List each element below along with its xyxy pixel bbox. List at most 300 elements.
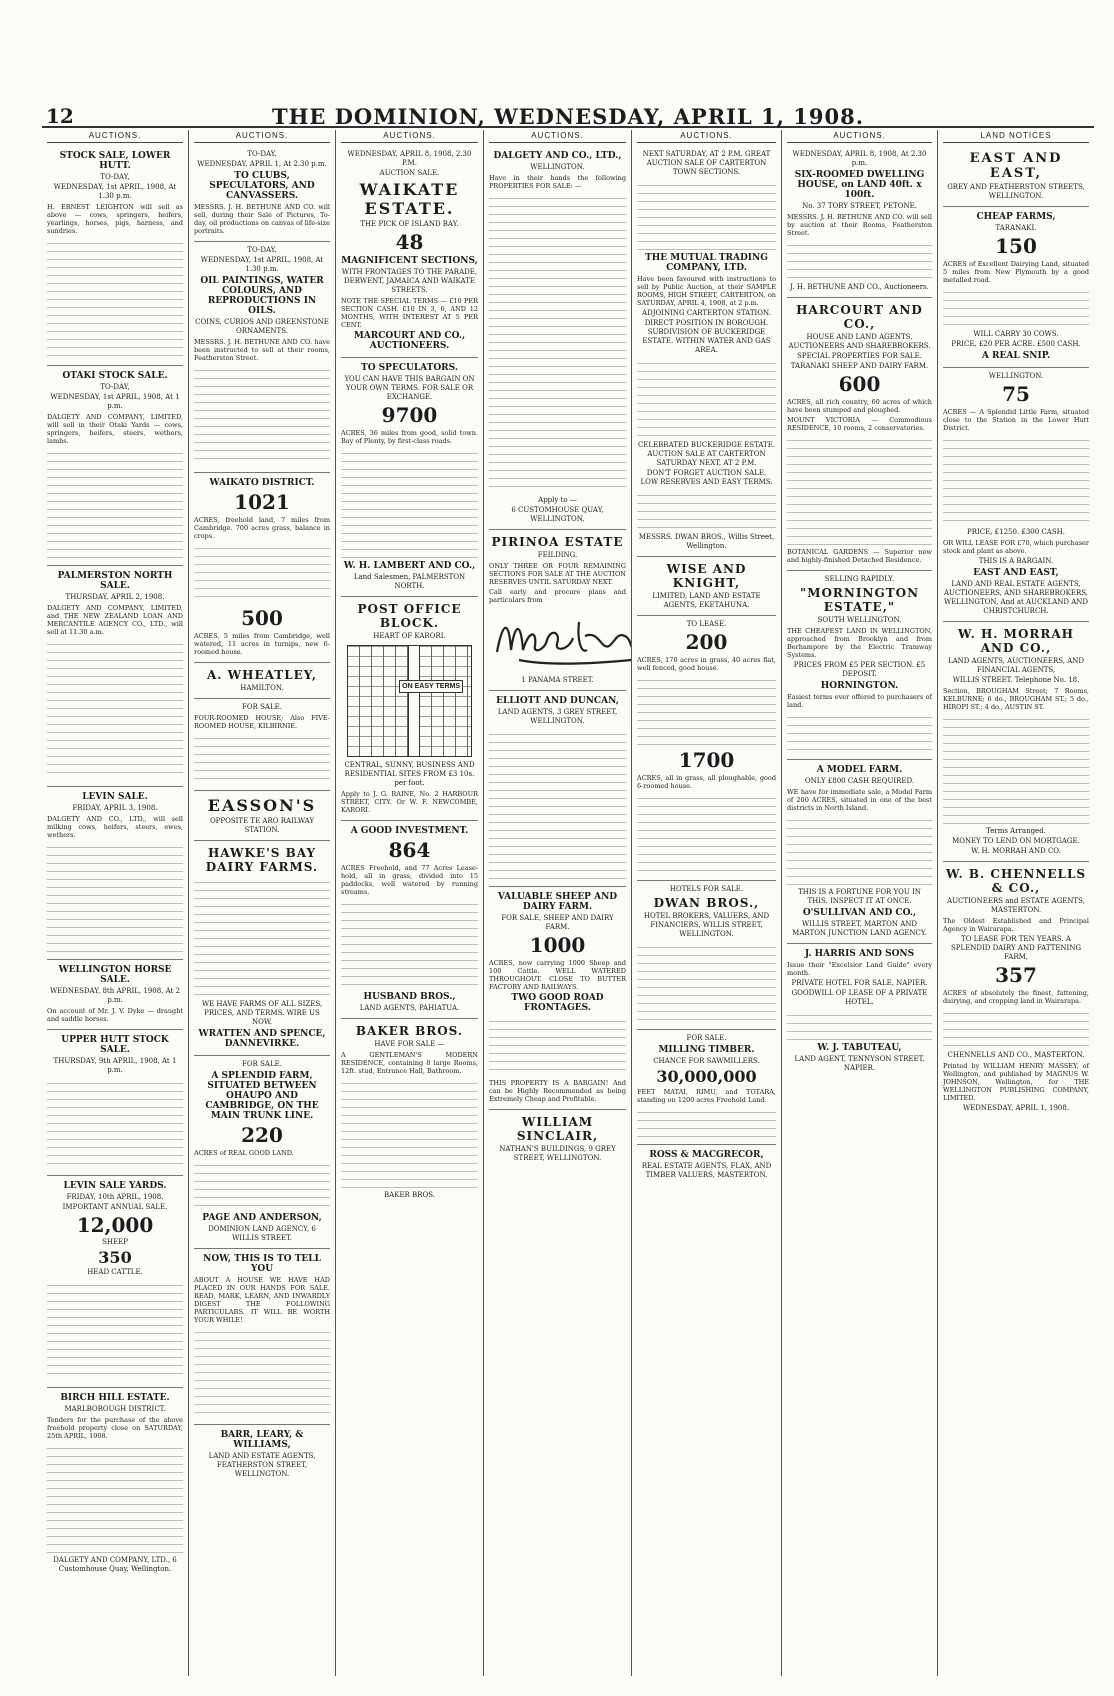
ad-title: UPPER HUTT STOCK SALE. [61, 1035, 169, 1055]
ad-listing-lines [943, 435, 1089, 525]
ad-date: WEDNESDAY, APRIL 1, At 2.30 p.m. [197, 160, 327, 168]
ad-subtitle-2: SOUTH WELLINGTON. [817, 616, 902, 624]
column-6 [782, 130, 938, 1676]
ad-levin-sale [47, 787, 183, 960]
ad-body-2: THIS PROPERTY IS A BARGAIN! And can be Highly Recommended as being Extremely Cheap and Profitable. [489, 1079, 626, 1103]
column-3 [336, 130, 484, 1676]
ad-subtitle: LAND AND ESTATE AGENTS, FEATHERSTON STREET, WELLINGTON. [208, 1452, 316, 1478]
ad-figure: 357 [995, 963, 1037, 987]
ad-body-2: DIRECT POSITION IN BOROUGH. SUBDIVISION OF BUCKERIDGE ESTATE. WITHIN WATER AND GAS AREA. [642, 319, 771, 354]
column-heading: AUCTIONS. [489, 130, 626, 143]
masthead [42, 104, 1094, 128]
ad-title: WISE AND KNIGHT, [666, 562, 747, 590]
ad-waikate-estate [341, 146, 478, 358]
ad-body-3: THIS IS A BARGAIN. [978, 557, 1054, 565]
ad-body: Issue their "Excelsior Land Guide" every month. [787, 961, 932, 977]
column-heading: AUCTIONS. [341, 130, 478, 143]
ad-footer: J. H. BETHUNE AND CO., Auctioneers. [790, 283, 929, 291]
ad-subtitle: HOTELS FOR SALE. [669, 885, 744, 893]
column-heading: AUCTIONS. [637, 130, 776, 143]
ad-post-office-block [341, 597, 478, 821]
ad-title: W. B. CHENNELLS & CO., [945, 867, 1087, 895]
ad-body: DALGETY AND COMPANY, LIMITED, will sell in their Otaki Yards — cows, springers, heifers, steers, wethers, lambs. [47, 413, 183, 445]
ad-subtitle: TO LEASE. [686, 620, 727, 628]
ad-figure: 200 [685, 630, 728, 654]
ad-title: PIRINOA ESTATE [491, 535, 624, 549]
ad-listing-lines [787, 435, 932, 545]
ad-subtitle-2: COINS, CURIOS AND GREENSTONE ORNAMENTS. [195, 318, 329, 335]
ad-subtitle-2: HOTEL BROKERS, VALUERS, AND FINANCIERS, WILLIS STREET, WELLINGTON. [643, 912, 770, 938]
ad-subtitle-2: SPECIAL PROPERTIES FOR SALE. [797, 352, 922, 360]
ad-subtitle-3: MAGNIFICENT SECTIONS, [341, 256, 478, 266]
ad-milling-timber [637, 1030, 776, 1145]
ad-listing-lines-3 [637, 490, 776, 530]
ad-body: MESSRS. J. H. BETHUNE AND CO. will sell by auction at their Rooms, Featherston Street. [787, 213, 932, 237]
ad-body-2: THIS IS A FORTUNE FOR YOU IN THIS. INSPECT IT AT ONCE. [798, 888, 921, 905]
ad-subtitle: WELLINGTON. [988, 372, 1044, 380]
ad-title: PALMERSTON NORTH SALE. [57, 571, 173, 591]
ad-title: NOW, THIS IS TO TELL YOU [203, 1254, 321, 1274]
ad-body-2: MOUNT VICTORIA — Commodious RESIDENCE, 10 rooms, 2 conservatories. [787, 416, 932, 432]
ad-listing: Section, BROUGHAM Street; 7 Rooms, KELBURNE; 6 do., BROUGHAM ST.; 5 do., HIROPI ST.; 4 do., AUSTIN ST. [943, 687, 1089, 711]
ad-subtitle: PRIVATE HOTEL FOR SALE, NAPIER. [791, 979, 928, 987]
ad-subtitle: HAVE FOR SALE — [374, 1040, 445, 1048]
ad-chennells [943, 862, 1089, 1118]
ad-title: WAIKATE ESTATE. [359, 180, 460, 218]
ad-harcourt [787, 298, 932, 571]
ad-subtitle: SELLING RAPIDLY. [824, 575, 895, 583]
ad-title: EASSON'S [207, 796, 317, 815]
paper-title: THE DOMINION, WEDNESDAY, APRIL 1, 1908. [271, 104, 865, 129]
ad-subtitle-2: WILL CARRY 30 COWS. [973, 330, 1059, 338]
ad-title-2: HORNINGTON. [820, 681, 899, 691]
ad-title: OTAKI STOCK SALE. [62, 371, 168, 381]
ad-listing-lines [194, 877, 330, 997]
ad-hawkes-bay-dairy-farms [194, 841, 330, 1056]
ad-figure: 1000 [529, 933, 586, 957]
ad-subtitle: LAND AGENTS, AUCTIONEERS, AND FINANCIAL AGENTS, [947, 657, 1085, 674]
ad-wellington-horse-sale [47, 960, 183, 1030]
ad-footer: 6 CUSTOMHOUSE QUAY, WELLINGTON. [511, 506, 604, 523]
ad-subtitle: TO-DAY, [247, 150, 277, 158]
ad-listing-lines [787, 1010, 932, 1040]
ad-morrah [943, 622, 1089, 862]
ad-eassons [194, 791, 330, 841]
ad-body-2: ACRES, 5 miles from Cambridge, well watered, 11 acres in turnips, new 6-roomed house. [194, 632, 330, 656]
ad-agent-name: PAGE AND ANDERSON, [202, 1213, 322, 1223]
signature-address: 1 PANAMA STREET. [521, 676, 594, 684]
ad-subtitle: OPPOSITE TE ARO RAILWAY STATION. [209, 817, 315, 834]
ad-listing-lines [637, 675, 776, 745]
ad-figure-2: 1700 [678, 748, 735, 772]
ad-title: POST OFFICE BLOCK. [357, 602, 462, 630]
ad-body-2: ACRES, 36 miles from good, solid town. Bay of Plenty, by first-class roads. [341, 429, 478, 445]
ad-body: WE HAVE FARMS OF ALL SIZES, PRICES, AND TERMS. WIRE US NOW. [201, 1000, 323, 1026]
ad-subtitle: FOR SALE. [242, 1060, 282, 1068]
ad-subtitle-2: TWO GOOD ROAD FRONTAGES. [511, 993, 604, 1013]
ad-title: BARR, LEARY, & WILLIAMS, [220, 1430, 304, 1450]
ad-listing-lines [489, 1016, 626, 1076]
ad-body: MONEY TO LEND ON MORTGAGE. [952, 837, 1080, 845]
ad-listing-lines [194, 733, 330, 783]
ad-price: PRICE, £1250. £300 CASH. [967, 528, 1065, 536]
signature-graphic [489, 610, 632, 670]
ad-date: FRIDAY, APRIL 3, 1908. [72, 804, 158, 812]
ad-body: ACRES — A Splendid Little Farm, situated close to the Station in the Lower Hutt District. [943, 408, 1089, 432]
ad-subtitle: IMPORTANT ANNUAL SALE. [62, 1203, 168, 1211]
ad-figure: 220 [241, 1123, 283, 1147]
ad-subtitle: FOR SALE. [686, 1034, 727, 1042]
ad-dalgety-properties [489, 146, 626, 530]
ad-body-3: BOTANICAL GARDENS — Superior new and highly-finished Detached Residence. [787, 548, 932, 564]
ad-figure: 1021 [234, 490, 290, 514]
ad-body: THE CHEAPEST LAND IN WELLINGTON, approached from Brooklyn and from Berhampore by the Electric Tramway Systems. [787, 627, 932, 659]
ad-title: A SPLENDID FARM, SITUATED BETWEEN OHAUPO AND CAMBRIDGE, ON THE MAIN TRUNK LINE. [205, 1071, 319, 1121]
ad-title: A GOOD INVESTMENT. [350, 826, 469, 836]
subdivision-map [347, 645, 472, 757]
ad-splendid-farm [194, 1056, 330, 1249]
column-heading: AUCTIONS. [194, 130, 330, 143]
ad-figure: 48 [395, 230, 424, 254]
ad-clubs-speculators [194, 146, 330, 242]
ad-date: WEDNESDAY, 1st APRIL, 1908, At 1 p.m. [50, 393, 180, 410]
ad-subtitle-3: A REAL SNIP. [981, 351, 1051, 361]
ad-william-sinclair [489, 1110, 626, 1168]
ad-title: SIX-ROOMED DWELLING HOUSE, on LAND 40ft. x 100ft. [794, 170, 925, 200]
ad-date: WEDNESDAY, 8th APRIL, 1908, At 2 p.m. [49, 987, 181, 1004]
ad-subtitle: MARLBOROUGH DISTRICT. [64, 1405, 166, 1413]
ad-subtitle: WELLINGTON. [530, 163, 585, 171]
ad-listing-lines [47, 1078, 183, 1168]
ad-figure: 9700 [381, 403, 438, 427]
ad-levin-sale-yards [47, 1176, 183, 1388]
ad-body: DALGETY AND CO., LTD., will sell milking cows, heifers, steers, ewes, wethers. [47, 815, 183, 839]
ad-body: MESSRS. J. H. BETHUNE AND CO. have been instructed to sell at their rooms, Featherston Street. [194, 338, 330, 362]
ad-title: EAST AND EAST, [969, 151, 1063, 181]
ad-figure: 12,000 [76, 1213, 154, 1237]
ad-title: HARCOURT AND CO., [796, 303, 923, 331]
ad-figure-2: 350 [98, 1248, 132, 1267]
ad-otaki-stock-sale [47, 366, 183, 566]
ad-footer: CHENNELLS AND CO., MASTERTON. [947, 1051, 1085, 1059]
ad-agent-address: Land Salesmen, PALMERSTON NORTH. [353, 573, 466, 590]
ad-good-investment [341, 821, 478, 1019]
ad-agent-address: WILLIS STREET, MARTON AND MARTON JUNCTION LAND AGENCY. [792, 920, 927, 937]
ad-title: WILLIAM SINCLAIR, [516, 1115, 599, 1143]
column-heading: AUCTIONS. [787, 130, 932, 143]
ad-body: ACRES of Excellent Dairying Land, situated 5 miles from New Plymouth by a good metalled road. [943, 260, 1089, 284]
ad-listing-lines [489, 729, 626, 879]
ad-figure-label: SHEEP [102, 1238, 128, 1246]
ad-footer: MESSRS. DWAN BROS., Willis Street, Wellington. [638, 533, 775, 550]
ad-title: ROSS & MACGRECOR, [649, 1150, 764, 1160]
ad-title: STOCK SALE, LOWER HUTT. [59, 151, 171, 171]
ad-model-farm [787, 760, 932, 944]
ad-body-2: ACRES of absolutely the finest, fattening, dairying, and cropping land in Wairarapa. [943, 989, 1089, 1005]
ad-listing-lines [47, 448, 183, 558]
ad-listing-lines-2 [637, 793, 776, 873]
ad-subtitle: HOUSE AND LAND AGENTS, AUCTIONEERS AND SHAREBROKERS. [788, 333, 931, 350]
ad-baker-bros [341, 1019, 478, 1205]
ad-subtitle: FOR SALE, SHEEP AND DAIRY FARM. [501, 914, 614, 931]
ad-apply: Apply to — [538, 496, 577, 504]
ad-listing-lines [194, 1160, 330, 1210]
ad-title: TO CLUBS, SPECULATORS, AND CANVASSERS. [209, 171, 315, 201]
ad-body: H. ERNEST LEIGHTON will sell as above — cows, springers, heifers, yearlings, horses, pigs, harness, and sundries. [47, 203, 183, 235]
ad-dwan-bros-hotels [637, 881, 776, 1030]
ad-to-lease [637, 616, 776, 881]
ad-price: PRICE, £20 PER ACRE. £500 CASH. [951, 340, 1081, 348]
ad-agent-name: W. J. TABUTEAU, [817, 1043, 902, 1053]
ad-figure: 30,000,000 [656, 1067, 757, 1086]
ad-date: WEDNESDAY, 1st APRIL, 1908, At 1.30 p.m. [200, 256, 324, 273]
ad-body: ACRES, freehold land, 7 miles from Cambridge. 700 acres grass, balance in crops. [194, 516, 330, 540]
ad-subtitle: FEILDING. [537, 551, 578, 559]
ad-agent-address: DOMINION LAND AGENCY, 6 WILLIS STREET. [208, 1225, 316, 1242]
ad-body: The Oldest Established and Principal Agency in Wairarapa. [943, 917, 1089, 933]
ad-subtitle: HAMILTON. [240, 684, 284, 692]
ad-title: WELLINGTON HORSE SALE. [58, 965, 172, 985]
column-2 [189, 130, 336, 1676]
ad-figure: 600 [838, 372, 881, 396]
ad-subtitle: No. 37 TORY STREET, PETONE. [802, 202, 917, 210]
ad-listing-lines [787, 815, 932, 885]
ad-body: FEET MATAI, RIMU, and TOTARA, standing on 1200 acres Freehold Land. [637, 1088, 776, 1104]
ad-subtitle-2: ADJOINING CARTERTON STATION. [642, 309, 771, 317]
ad-mornington-estate [787, 571, 932, 760]
ad-subtitle: AUCTIONEERS and ESTATE AGENTS, MASTERTON. [947, 897, 1085, 914]
ad-title: W. H. MORRAH AND CO., [958, 627, 1074, 655]
ad-listing-lines-2 [637, 358, 776, 438]
ad-footer: DALGETY AND COMPANY, LTD., 6 Customhouse Quay, Wellington. [53, 1556, 177, 1573]
columns [42, 130, 1094, 1676]
ad-kilbirnie-houses [194, 699, 330, 791]
ad-figure-2: 500 [241, 606, 283, 630]
ad-subtitle: AUCTION SALE. [379, 169, 440, 177]
ad-subtitle-3: TARANAKI SHEEP AND DAIRY FARM. [790, 362, 929, 370]
ad-listing-lines [194, 1327, 330, 1417]
ad-title: J. HARRIS AND SONS [804, 949, 915, 959]
column-7 [938, 130, 1094, 1676]
ad-sheep-dairy-farm [489, 887, 626, 1110]
ad-body: MESSRS. J. H. BETHUNE AND CO. will sell, during their Sale of Pictures, To-day, oil productions on canvas of life-size portraits. [194, 203, 330, 235]
mckee-signature [489, 610, 632, 670]
ad-body-2: Easiest terms ever offered to purchasers of land. [787, 693, 932, 709]
ad-agent-address: LAND AGENT, TENNYSON STREET, NAPIER. [794, 1055, 925, 1072]
ad-body: Have in their hands the following PROPERTIES FOR SALE: — [489, 174, 626, 190]
ad-body: ACRES Freehold, and 77 Acres Lease-hold, all in grass, divided into 15 paddocks, well watered by running streams. [341, 864, 478, 896]
ad-body: CENTRAL, SUNNY, BUSINESS AND RESIDENTIAL SITES FROM £3 10s. per foot. [344, 761, 475, 787]
ad-wellington-little-farm [943, 368, 1089, 622]
ad-subtitle: TARANAKI. [995, 224, 1037, 232]
ad-subtitle: REAL ESTATE AGENTS, FLAX, AND TIMBER VALUERS, MASTERTON. [641, 1162, 772, 1179]
ad-subtitle-2: WILLIS STREET. Telephone No. 18. [952, 676, 1080, 684]
ad-footer: WRATTEN AND SPENCE, DANNEVIRKE. [198, 1029, 326, 1049]
ad-ross-macgregor [637, 1145, 776, 1185]
ad-body: ONLY THREE OR FOUR REMAINING SECTIONS FOR SALE AT THE AUCTION RESERVES UNTIL SATURDAY NEXT. [489, 562, 626, 586]
ad-subtitle-2: TO LEASE FOR TEN YEARS. A SPLENDID DAIRY AND FATTENING FARM, [950, 935, 1082, 961]
ad-body: YOU CAN HAVE THIS BARGAIN ON YOUR OWN TERMS. FOR SALE OR EXCHANGE. [344, 375, 475, 401]
ad-house-for-sale [194, 1249, 330, 1425]
ad-palmerston-north-sale [47, 566, 183, 787]
ad-body-2: Call early and procure plans and particulars from [489, 588, 626, 604]
ad-listing-lines [47, 842, 183, 952]
ad-listing-lines [943, 287, 1089, 327]
ad-footer: BAKER BROS. [384, 1191, 435, 1199]
ad-cheap-farms [943, 207, 1089, 368]
ad-body-2: OR WILL LEASE FOR £70, which purchaser stock and plant as above. [943, 539, 1089, 555]
ad-date: THURSDAY, 9th APRIL, 1908, At 1 p.m. [53, 1057, 177, 1074]
column-1 [42, 130, 189, 1676]
ad-subtitle: FOR SALE. [242, 703, 282, 711]
ad-figure: 75 [1002, 382, 1030, 406]
ad-terms: Terms Arranged. [986, 827, 1046, 835]
ad-body: Have been favoured with instructions to sell by Public Auction, at their SAMPLE ROOMS, HIGH STREET, CARTERTON, on SATURDAY, APRIL 4, 1908, at 2 p.m. [637, 275, 776, 307]
ad-title: "MORNINGTON ESTATE," [799, 586, 920, 614]
ad-body: Tenders for the purchase of the above freehold property close on SATURDAY, 25th APRIL, 1908. [47, 1416, 183, 1440]
ad-footer: W. H. MORRAH AND CO. [971, 847, 1061, 855]
ad-title: LEVIN SALE YARDS. [63, 1181, 167, 1191]
ad-body-3: CELEBRATED BUCKERIDGE ESTATE. AUCTION SALE AT CARTERTON SATURDAY NEXT, AT 2 P.M. [637, 441, 776, 467]
imprint-date: WEDNESDAY, APRIL 1, 1908. [962, 1104, 1070, 1112]
ad-east-and-east [943, 146, 1089, 207]
ad-listing-lines [489, 193, 626, 493]
map-road [408, 646, 420, 756]
ad-body-4: DON'T FORGET AUCTION SALE. LOW RESERVES AND EASY TERMS. [640, 469, 773, 486]
ad-subtitle: HEART OF KARORI. [373, 632, 446, 640]
ad-body-2: Apply to J. G. RAINE, No. 2 HARBOUR STREET, CITY. Or W. F. NEWCOMBE, KARORI. [341, 790, 478, 814]
ad-listing-lines [787, 240, 932, 280]
ad-agent-name: EAST AND EAST, [973, 568, 1059, 578]
ad-title: A. WHEATLEY, [207, 668, 317, 682]
ad-title: TO SPECULATORS. [361, 363, 458, 373]
map-label: ON EASY TERMS [399, 680, 463, 693]
ad-subtitle: LAND AGENTS, 3 GREY STREET, WELLINGTON. [497, 708, 618, 725]
ad-listing-lines [341, 899, 478, 989]
ad-agent-address: LAND AGENTS, PAHIATUA. [359, 1004, 460, 1012]
ad-body: ABOUT A HOUSE WE HAVE HAD PLACED IN OUR HANDS FOR SALE. READ, MARK, LEARN, AND INWARDLY DIGEST THE FOLLOWING PARTICULARS. IT WILL BE WORTH YOUR WHILE! [194, 1276, 330, 1324]
ad-subtitle: TO-DAY, [247, 246, 277, 254]
ad-birch-hill-estate [47, 1388, 183, 1579]
ad-date: WEDNESDAY, 1st APRIL, 1908, At 1.30 p.m. [53, 183, 177, 200]
ad-pirinoa-estate [489, 530, 626, 691]
ad-subtitle: NATHAN'S BUILDINGS, 9 GREY STREET, WELLINGTON. [499, 1145, 616, 1162]
ad-petone-dwelling [787, 146, 932, 298]
page-number: 12 [46, 104, 74, 128]
column-4 [484, 130, 632, 1676]
ad-listing-lines [637, 942, 776, 1022]
ad-body: On account of Mr. J. V. Dyke — draught and saddle horses. [47, 1007, 183, 1023]
ad-figure-2-label: HEAD CATTLE. [87, 1268, 143, 1276]
ad-title: DALGETY AND CO., LTD., [493, 151, 622, 161]
ad-listing-lines [943, 1008, 1089, 1048]
ad-figure: 150 [995, 234, 1037, 258]
ad-body: A GENTLEMAN'S MODERN RESIDENCE, containing 8 large Rooms, 12ft. stud, Entrance Hall, Bathroom. [341, 1051, 478, 1075]
ad-subtitle: LIMITED, LAND AND ESTATE AGENTS, EKETAHUNA. [652, 592, 761, 609]
ad-wheatley [194, 663, 330, 699]
ad-body: ACRES of REAL GOOD LAND. [194, 1149, 294, 1157]
ad-carterton-sections [637, 146, 776, 557]
ad-body-2: ACRES, all in grass, all ploughable, good 6-roomed house. [637, 774, 776, 790]
ad-harris-and-sons [787, 944, 932, 1078]
ad-title: WAIKATO DISTRICT. [209, 478, 315, 488]
ad-title: MILLING TIMBER. [658, 1045, 755, 1055]
ad-subtitle: ONLY £800 CASH REQUIRED. [804, 777, 915, 785]
ad-title: HAWKE'S BAY DAIRY FARMS. [205, 846, 319, 874]
ad-title: A MODEL FARM. [816, 765, 903, 775]
ad-title: THE MUTUAL TRADING COMPANY, LTD. [645, 253, 768, 273]
ad-elliott-duncan [489, 691, 626, 887]
ad-title: OIL PAINTINGS, WATER COLOURS, AND REPRODUCTIONS IN OILS. [200, 276, 324, 316]
ad-listing-lines [637, 1107, 776, 1137]
ad-date: WEDNESDAY, APRIL 8, 1908, At 2.30 p.m. [792, 150, 927, 167]
ad-subtitle: TO-DAY, [100, 173, 130, 181]
ad-date: FRIDAY, 10th APRIL, 1908. [66, 1193, 164, 1201]
ad-listing-lines [47, 1443, 183, 1553]
ad-figure: 864 [388, 838, 431, 862]
ad-title: LEVIN SALE. [82, 792, 148, 802]
ad-price: PRICES FROM £5 PER SECTION. £5 DEPOSIT. [793, 661, 926, 678]
ad-body-2: GOODWILL OF LEASE OF A PRIVATE HOTEL. [791, 989, 928, 1006]
ad-title: ELLIOTT AND DUNCAN, [496, 696, 619, 706]
ad-title: VALUABLE SHEEP AND DAIRY FARM. [497, 892, 618, 912]
ad-agent-name: O'SULLIVAN AND CO., [802, 908, 917, 918]
ad-body: ACRES, 170 acres in grass, 40 acres flat, well fenced, good house. [637, 656, 776, 672]
ad-subtitle: GREY AND FEATHERSTON STREETS, WELLINGTON. [947, 183, 1085, 200]
ad-listing-lines [47, 1280, 183, 1380]
ad-title: BIRCH HILL ESTATE. [60, 1393, 170, 1403]
ad-agent-address: LAND AND REAL ESTATE AGENTS, AUCTIONEERS, AND SHAREBROKERS, WELLINGTON, And at AUCKLAND AND CHRISTCHURCH. [943, 580, 1089, 615]
ad-subtitle: TO-DAY, [100, 383, 130, 391]
ad-subtitle-2: THE PICK OF ISLAND BAY. [360, 220, 459, 228]
ad-listing-lines [341, 1078, 478, 1188]
ad-subtitle: NEXT SATURDAY, AT 2 P.M. GREAT AUCTION SALE OF CARTERTON TOWN SECTIONS. [642, 150, 771, 176]
ad-listing-lines [637, 180, 776, 250]
ad-upper-hutt-stock-sale [47, 1030, 183, 1176]
ad-wise-and-knight [637, 557, 776, 616]
ad-date: THURSDAY, APRIL 2, 1908. [65, 593, 165, 601]
ad-title: CHEAP FARMS, [976, 212, 1056, 222]
column-heading: AUCTIONS. [47, 130, 183, 143]
ad-listing-lines [47, 639, 183, 779]
ad-body: ACRES, all rich country, 60 acres of which have been stumped and ploughed. [787, 398, 932, 414]
ad-barr-leary-williams [194, 1425, 330, 1484]
ad-date: WEDNESDAY, APRIL 8, 1908, 2.30 P.M. [347, 150, 472, 167]
ad-oil-paintings [194, 242, 330, 473]
ad-to-speculators [341, 358, 478, 597]
ad-body: WE have for immediate sale, a Model Farm of 200 ACRES, situated in one of the best districts in North Island. [787, 788, 932, 812]
ad-body: WITH FRONTAGES TO THE PARADE, DERWENT, JAMAICA AND WAIKATE STREETS. [341, 268, 478, 294]
ad-listing-lines [787, 712, 932, 752]
ad-body: FOUR-ROOMED HOUSE; Also FIVE-ROOMED HOUSE, KILBIRNIE. [194, 714, 330, 730]
ad-body: DALGETY AND COMPANY, LIMITED, and THE NEW ZEALAND LOAN AND MERCANTILE AGENCY CO., LTD., will sell at 11.30 a.m. [47, 604, 183, 636]
column-heading: LAND NOTICES [943, 130, 1089, 143]
ad-listing-lines [943, 714, 1089, 824]
ad-agent-name: W. H. LAMBERT AND CO., [343, 561, 476, 571]
ad-listing-lines [341, 448, 478, 558]
ad-terms: NOTE THE SPECIAL TERMS — £10 PER SECTION CASH. £10 IN 3, 6, AND 12 MONTHS, WITH INTEREST AT 5 PER CENT. [341, 297, 478, 329]
ad-title: DWAN BROS., [653, 896, 760, 910]
ad-agent-name: HUSBAND BROS., [363, 992, 456, 1002]
printer-imprint: Printed by WILLIAM HENRY MASSEY, of Wellington, and published by MAGNUS W. JOHNSON, Wellington, for THE WELLINGTON PUBLISHING COMPANY, LIMITED. [943, 1062, 1089, 1102]
ad-body: ACRES, now carrying 1000 Sheep and 100 Cattle. WELL WATERED THROUGHOUT. CLOSE TO BUTTER FACTORY AND RAILWAYS. [489, 959, 626, 991]
ad-listing-lines [47, 238, 183, 358]
column-5 [632, 130, 782, 1676]
ad-listing-lines [194, 543, 330, 603]
ad-title: BAKER BROS. [355, 1024, 464, 1038]
ad-listing-lines [194, 365, 330, 465]
ad-waikato-district [194, 473, 330, 663]
